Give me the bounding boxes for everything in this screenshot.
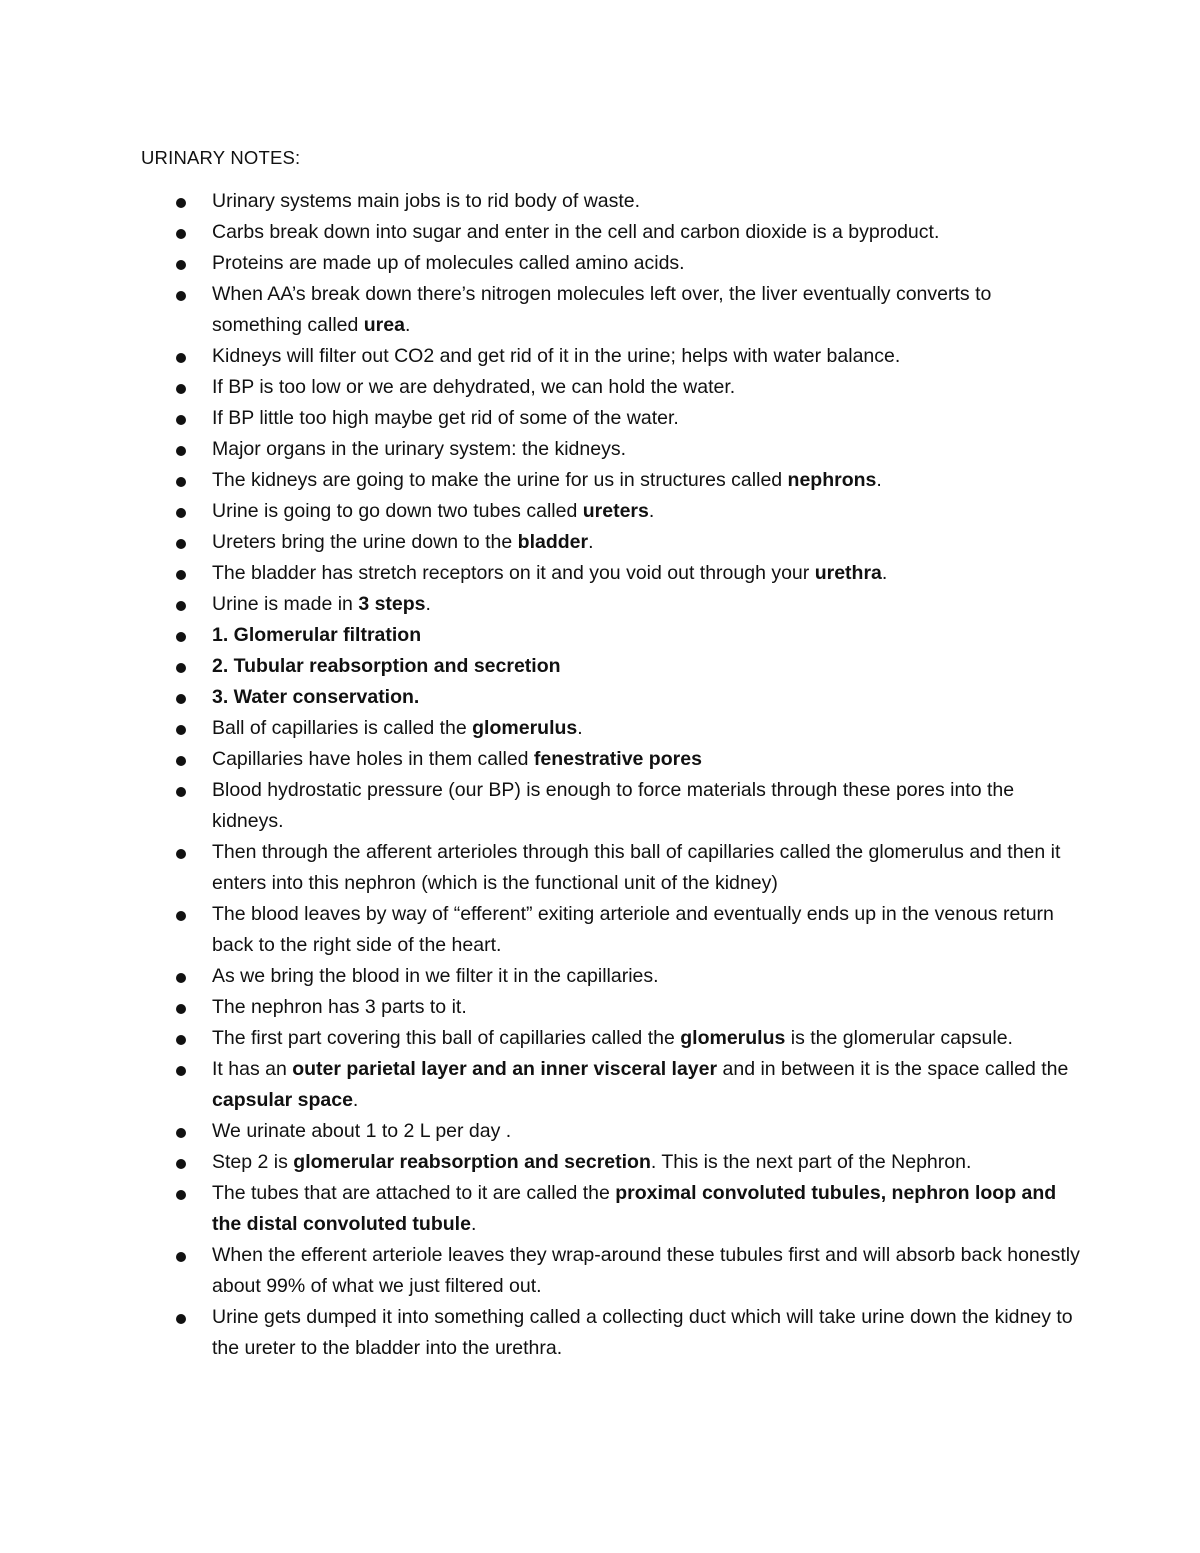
list-item-text: The nephron has 3 parts to it. xyxy=(212,996,467,1018)
list-item-text: As we bring the blood in we filter it in the capillaries. xyxy=(212,965,659,987)
list-item xyxy=(0,558,1200,589)
list-item-text: If BP little too high maybe get rid of some of the water. xyxy=(212,407,679,429)
list-item xyxy=(0,527,1200,558)
list-item-text: Then through the afferent arterioles through this ball of capillaries called the glomerulus and then it enters into this nephron (which is the functional unit of the kidney) xyxy=(212,841,1061,894)
list-item-text: The tubes that are attached to it are called the xyxy=(212,1182,616,1204)
bullet-icon xyxy=(176,198,186,208)
list-item xyxy=(0,713,1200,744)
bullet-icon xyxy=(176,694,186,704)
bold-text: 3 steps xyxy=(358,593,426,615)
list-item xyxy=(0,961,1200,992)
list-item-text: Urine gets dumped it into something called a collecting duct which will take urine down the kidney to the ureter to the bladder into the urethra. xyxy=(212,1306,1073,1359)
bullet-icon xyxy=(176,260,186,270)
list-item-text: Major organs in the urinary system: the kidneys. xyxy=(212,438,627,460)
bullet-icon xyxy=(176,725,186,735)
notes-list xyxy=(0,186,1200,1364)
list-item xyxy=(0,682,1200,713)
list-item-text: When the efferent arteriole leaves they wrap-around these tubules first and will absorb back honestly about 99% of what we just filtered out. xyxy=(212,1244,1080,1297)
list-item-text: Ball of capillaries is called the xyxy=(212,717,473,739)
bullet-icon xyxy=(176,477,186,487)
list-item xyxy=(0,248,1200,279)
list-item-text: Blood hydrostatic pressure (our BP) is enough to force materials through these pores into the kidneys. xyxy=(212,779,1015,832)
bullet-icon xyxy=(176,849,186,859)
bullet-icon xyxy=(176,756,186,766)
bold-text: 1. Glomerular filtration xyxy=(212,624,422,646)
bold-text: urea xyxy=(363,314,405,336)
list-item xyxy=(0,1178,1200,1240)
bullet-icon xyxy=(176,446,186,456)
bullet-icon xyxy=(176,632,186,642)
list-item xyxy=(0,403,1200,434)
list-item-text: When AA’s break down there’s nitrogen molecules left over, the liver eventually converts to something called xyxy=(212,283,992,336)
list-item xyxy=(0,1054,1200,1116)
bold-text: glomerulus xyxy=(680,1027,786,1049)
list-item-text: . xyxy=(881,562,888,584)
list-item-text: Urine is made in xyxy=(212,593,359,615)
list-item-text: . xyxy=(425,593,431,615)
list-item-text: If BP is too low or we are dehydrated, we can hold the water. xyxy=(212,376,736,398)
list-item-text: . xyxy=(470,1213,477,1235)
bullet-icon xyxy=(176,1159,186,1169)
list-item-text: . xyxy=(352,1089,359,1111)
bullet-icon xyxy=(176,384,186,394)
bold-text: bladder xyxy=(517,531,589,553)
list-item-text: The bladder has stretch receptors on it and you void out through your xyxy=(212,562,815,584)
list-item-text: . This is the next part of the Nephron. xyxy=(650,1151,972,1173)
bold-text: urethra xyxy=(814,562,882,584)
bold-text: glomerular reabsorption and secretion xyxy=(293,1151,651,1173)
bold-text: fenestrative pores xyxy=(533,748,702,770)
list-item xyxy=(0,186,1200,217)
bullet-icon xyxy=(176,973,186,983)
bullet-icon xyxy=(176,1066,186,1076)
bullet-icon xyxy=(176,1035,186,1045)
list-item-text: . xyxy=(876,469,882,491)
list-item xyxy=(0,775,1200,837)
list-item-text: . xyxy=(648,500,655,522)
list-item-text: Ureters bring the urine down to the xyxy=(212,531,518,553)
list-item-text: Kidneys will filter out CO2 and get rid of it in the urine; helps with water balance. xyxy=(212,345,901,367)
list-item xyxy=(0,1240,1200,1302)
list-item-text: Proteins are made up of molecules called amino acids. xyxy=(212,252,685,274)
list-item xyxy=(0,1023,1200,1054)
bullet-icon xyxy=(176,539,186,549)
bullet-icon xyxy=(176,508,186,518)
list-item xyxy=(0,1116,1200,1147)
list-item-text: . xyxy=(577,717,583,739)
list-item xyxy=(0,837,1200,899)
list-item xyxy=(0,589,1200,620)
list-item-text: is the glomerular capsule. xyxy=(785,1027,1013,1049)
bold-text: capsular space xyxy=(212,1089,353,1111)
bullet-icon xyxy=(176,291,186,301)
list-item xyxy=(0,651,1200,682)
list-item xyxy=(0,341,1200,372)
list-item-text: Urine is going to go down two tubes called xyxy=(212,500,583,522)
bullet-icon xyxy=(176,229,186,239)
bullet-icon xyxy=(176,1004,186,1014)
list-item-text: Step 2 is xyxy=(212,1151,294,1173)
bullet-icon xyxy=(176,415,186,425)
list-item xyxy=(0,465,1200,496)
bullet-icon xyxy=(176,1128,186,1138)
bold-text: 3. Water conservation. xyxy=(212,686,420,708)
list-item-text: The first part covering this ball of capillaries called the xyxy=(212,1027,681,1049)
list-item xyxy=(0,1302,1200,1364)
bullet-icon xyxy=(176,601,186,611)
list-item-text: . xyxy=(404,314,411,336)
list-item-text: The blood leaves by way of “efferent” exiting arteriole and eventually ends up in the venous return back to the right side of the heart. xyxy=(212,903,1054,956)
list-item-text: Capillaries have holes in them called xyxy=(212,748,534,770)
list-item-text: and in between it is the space called the xyxy=(717,1058,1069,1080)
list-item-text: Carbs break down into sugar and enter in the cell and carbon dioxide is a byproduct. xyxy=(212,221,940,243)
bold-text: outer parietal layer and an inner visceral layer xyxy=(292,1058,718,1080)
list-item xyxy=(0,372,1200,403)
bullet-icon xyxy=(176,353,186,363)
bullet-icon xyxy=(176,1252,186,1262)
list-item-text: . xyxy=(588,531,594,553)
list-item xyxy=(0,279,1200,341)
bullet-icon xyxy=(176,1190,186,1200)
list-item-text: We urinate about 1 to 2 L per day . xyxy=(212,1120,512,1142)
bold-text: nephrons xyxy=(787,469,877,491)
list-item xyxy=(0,217,1200,248)
list-item xyxy=(0,620,1200,651)
list-item-text: It has an xyxy=(212,1058,293,1080)
list-item-text: Urinary systems main jobs is to rid body of waste. xyxy=(212,190,641,212)
list-item xyxy=(0,992,1200,1023)
list-item xyxy=(0,899,1200,961)
list-item xyxy=(0,434,1200,465)
document-heading: URINARY NOTES: xyxy=(141,147,301,168)
bold-text: ureters xyxy=(582,500,649,522)
bullet-icon xyxy=(176,663,186,673)
list-item xyxy=(0,744,1200,775)
bold-text: glomerulus xyxy=(472,717,578,739)
list-item xyxy=(0,496,1200,527)
bullet-icon xyxy=(176,911,186,921)
bullet-icon xyxy=(176,570,186,580)
bullet-icon xyxy=(176,787,186,797)
bold-text: proximal convoluted tubules, nephron loop and the distal convoluted tubule xyxy=(212,1182,1057,1235)
list-item-text: The kidneys are going to make the urine for us in structures called xyxy=(212,469,788,491)
bullet-icon xyxy=(176,1314,186,1324)
list-item xyxy=(0,1147,1200,1178)
bold-text: 2. Tubular reabsorption and secretion xyxy=(212,655,561,677)
